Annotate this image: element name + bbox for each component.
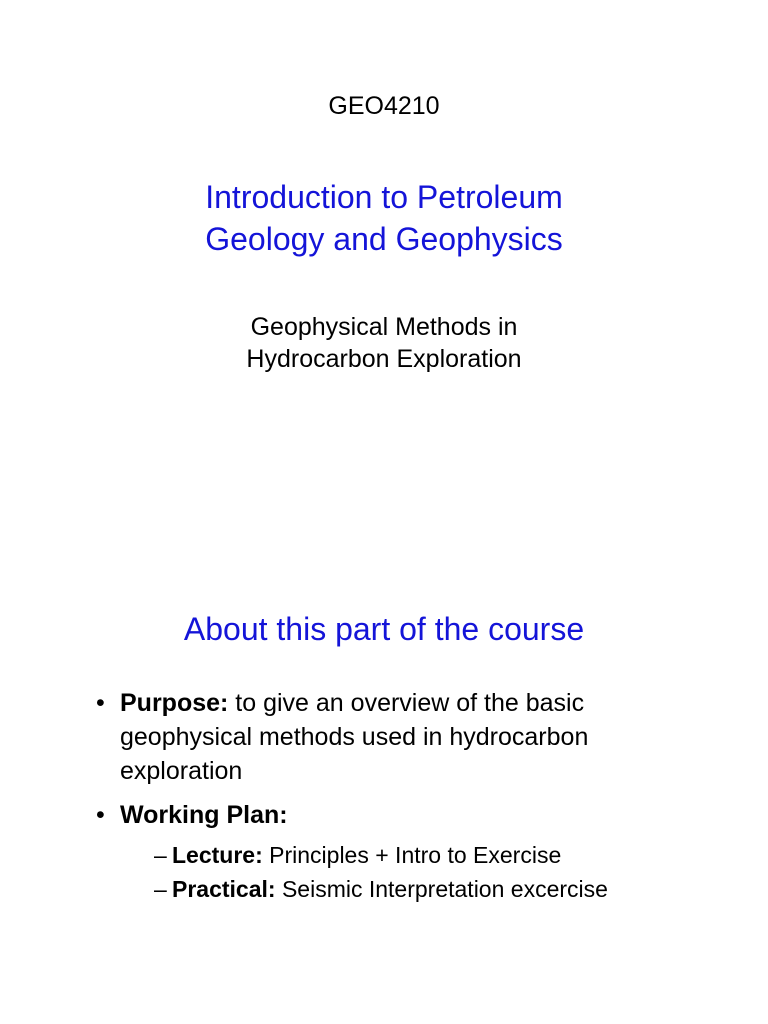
bullet-text: to give an overview of the basic geophysical methods used in hydrocarbon exploration xyxy=(120,689,589,785)
sub-bullet-lecture xyxy=(154,838,716,872)
dash-mark: – xyxy=(154,842,167,868)
bullet-mark: • xyxy=(96,689,105,717)
main-title-line-1: Introduction to Petroleum xyxy=(205,179,563,215)
bullet-list xyxy=(96,686,716,906)
bullet-mark: • xyxy=(96,801,105,829)
section-title: About this part of the course xyxy=(183,611,585,647)
main-title xyxy=(0,176,768,260)
sub-bullet-label: Practical: xyxy=(172,876,276,902)
sub-bullet-practical xyxy=(154,872,716,906)
sub-bullet-text: Seismic Interpretation excercise xyxy=(275,876,608,902)
dash-mark: – xyxy=(154,876,167,902)
bullet-label: Working Plan: xyxy=(120,801,288,829)
subtitle-line-2: Hydrocarbon Exploration xyxy=(246,345,522,373)
sub-bullet-label: Lecture: xyxy=(172,842,263,868)
subtitle xyxy=(0,311,768,375)
subtitle-line-1: Geophysical Methods in xyxy=(250,313,518,341)
course-code: GEO4210 xyxy=(328,92,440,120)
main-title-line-2: Geology and Geophysics xyxy=(205,221,563,257)
sub-bullet-list xyxy=(154,838,716,906)
bullet-label: Purpose: xyxy=(120,689,229,717)
bullet-item-working-plan xyxy=(96,798,716,906)
sub-bullet-text: Principles + Intro to Exercise xyxy=(262,842,562,868)
bullet-item-purpose xyxy=(96,686,716,788)
